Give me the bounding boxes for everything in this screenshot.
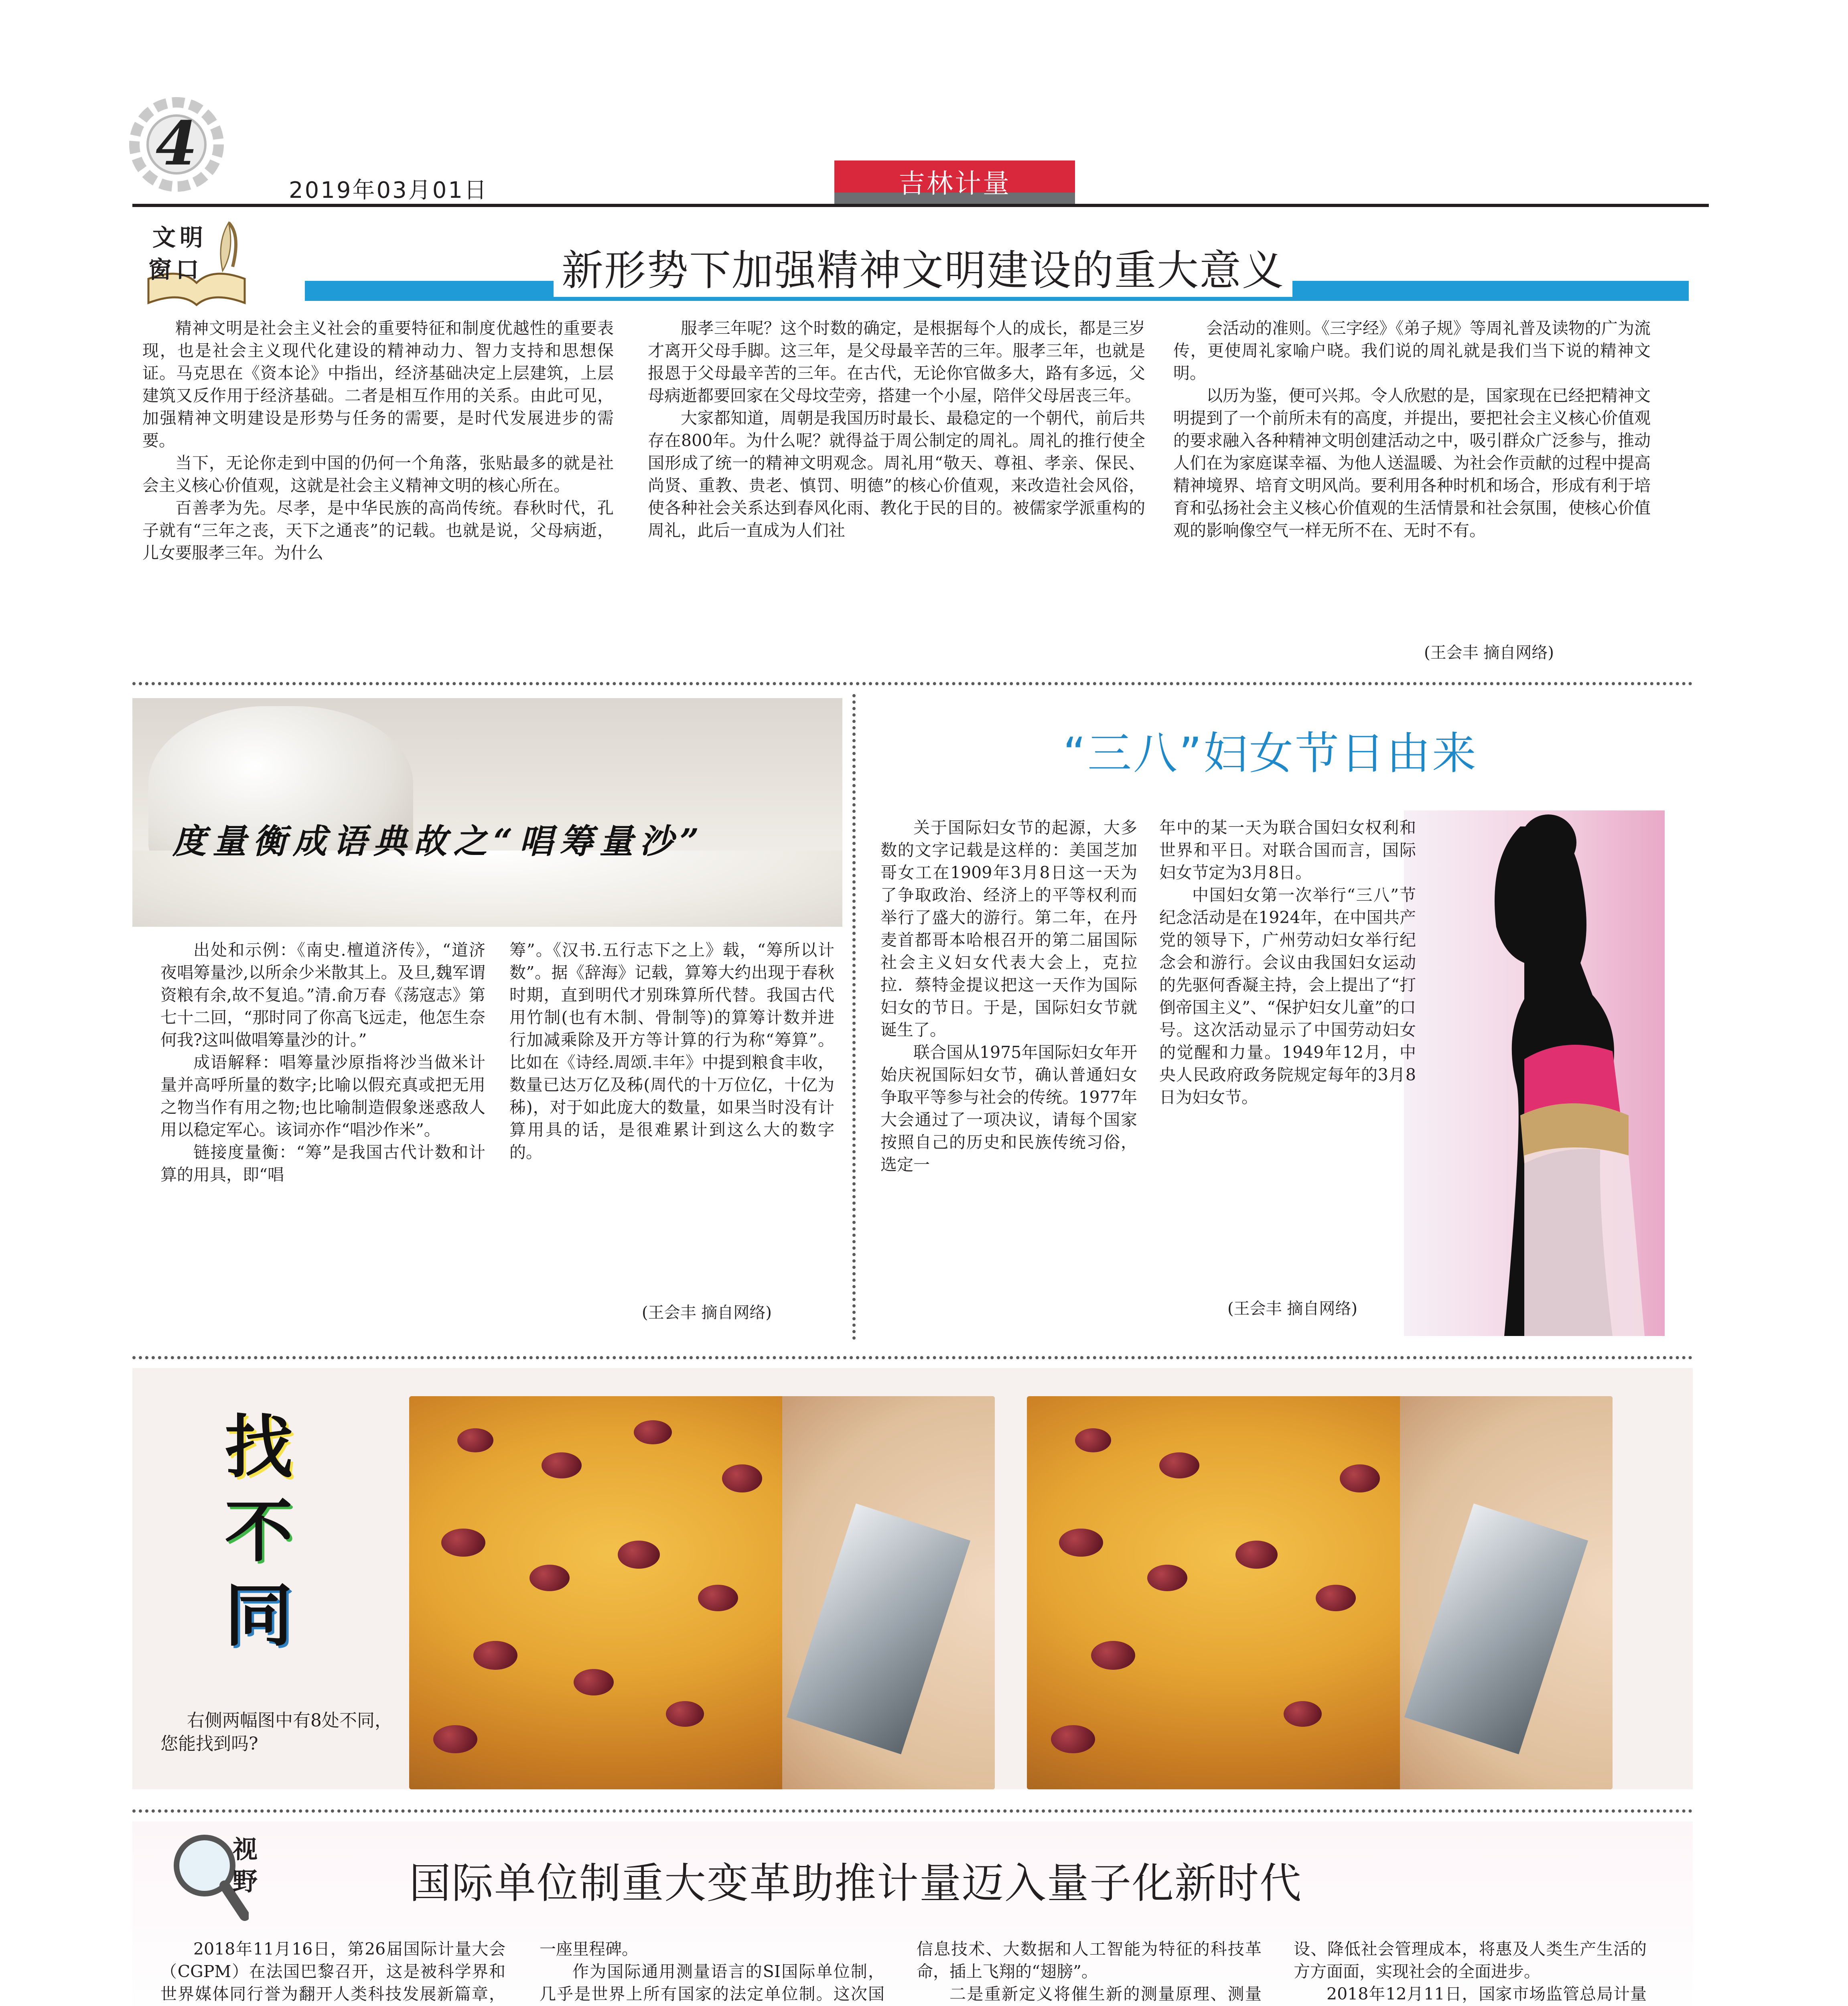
puzzle-char: 找 [225,1408,293,1487]
article2-credit: (王会丰 摘自网络) [642,1303,772,1322]
paragraph: 成语解释：唱筹量沙原指将沙当做米计量并高呼所量的数字;比喻以假充真或把无用之物当作有用之物;也比喻制造假象迷惑敌人用以稳定军心。该词亦作“唱沙作米”。 [160,1053,485,1139]
article2-col2 [509,939,834,1163]
sand-photo [132,698,842,927]
paragraph: 二是重新定义将催生新的测量原理、测量 [949,1984,1262,2004]
puzzle-title-box [225,1392,293,1657]
article1-col1 [142,317,614,564]
article3-col1 [880,816,1137,1176]
page-number-badge [128,96,225,193]
vertical-divider [852,694,856,1340]
puzzle-char: 不 [225,1492,293,1572]
column-tag-shiye [168,1829,289,1922]
paragraph: 信息技术、大数据和人工智能为特征的科技革命，插上飞翔的“翅膀”。 [917,1939,1262,1981]
paragraph: 链接度量衡：“筹”是我国古代计数和计算的用具，即“唱 [160,1143,485,1184]
article3-title: “三八”妇女节日由来 [1063,728,1478,779]
divider [132,682,1693,685]
paragraph: 2018年11月16日，第26届国际计量大会（CGPM）在法国巴黎召开，这是被科学界和世界媒体同行誉为翻开人类科技发展新篇章， [160,1939,505,2004]
puzzle-char: 同 [225,1576,293,1656]
paragraph: 百善孝为先。尽孝，是中华民族的高尚传统。春秋时代，孔子就有“三年之丧，天下之通丧”的记载。也就是说，父母病逝，儿女要服孝三年。为什么 [142,498,614,562]
tag-text-bottom: 野 [233,1867,258,1896]
puzzle-caption: 右侧两幅图中有8处不同，您能找到吗? [160,1710,392,1754]
article1-col2 [648,317,1145,542]
tag-text-top: 视 [233,1835,258,1864]
article2-title: 度量衡成语典故之“唱筹量沙” [172,821,706,861]
paragraph: 联合国从1975年国际妇女年开始庆祝国际妇女节，确认普通妇女争取平等参与社会的传统。1977年大会通过了一项决议，请每个国家按照自己的历史和民族传统习俗，选定一 [880,1043,1137,1174]
paragraph: 出处和示例：《南史.檀道济传》，“道济夜唱筹量沙,以所余少米散其上。及旦,魏军谓资粮有余,故不复追。”清.俞万春《荡寇志》第七十二回，“那时同了你高飞远走，他怎生奈何我?这叫做唱筹量沙的计。” [160,940,485,1050]
article4-col2 [540,1938,884,2006]
paragraph: 服孝三年呢？这个时数的确定，是根据每个人的成长，都是三岁才离开父母手脚。这三年，是父母最辛苦的三年。服孝三年，也就是报恩于父母最辛苦的三年。在古代，无论你官做多大，路有多远，父母病逝都要回家在父母坟茔旁，搭建一个小屋，陪伴父母居丧三年。 [648,319,1145,405]
paragraph: 大家都知道，周朝是我国历时最长、最稳定的一个朝代，前后共存在800年。为什么呢？就得益于周公制定的周礼。周礼的推行使全国形成了统一的精神文明观念。周礼用“敬天、尊祖、孝亲、保民、尚贤、重教、贵老、慎罚、明德”的核心价值观，来改造社会风俗，使各种社会关系达到春风化雨、教化于民的目的。被儒家学派重构的周礼，此后一直成为人们社 [648,408,1145,540]
tag-text-top: 文明 [152,224,207,251]
column-tag-wenming [136,219,257,311]
paragraph: 关于国际妇女节的起源，大多数的文字记载是这样的：美国芝加哥女工在1909年3月8日这一天为了争取政治、经济上的平等权利而举行了盛大的游行。第二年，在丹麦首都哥本哈根召开的第二届国际社会主义妇女代表大会上，克拉拉．蔡特金提议把这一天作为国际妇女的节日。于是，国际妇女节就诞生了。 [880,818,1137,1040]
article2-col1 [160,939,485,1186]
pizza-image-left [409,1396,995,1789]
woman-silhouette-panel [1404,810,1665,1336]
article4-col3 [917,1938,1262,2006]
paragraph: 设、降低社会管理成本，将惠及人类生产生活的方方面面，实现社会的全面进步。 [1294,1939,1647,1981]
paragraph: 年中的某一天为联合国妇女权利和世界和平日。对联合国而言，国际妇女节定为3月8日。 [1159,818,1416,882]
paragraph: 中国妇女第一次举行“三八”节纪念活动是在1924年，在中国共产党的领导下，广州劳动妇女举行纪念会和游行。会议由我国妇女运动的先驱何香凝主持，会上提出了“打倒帝国主义”、“保护妇女儿童”的口号。这次活动显示了中国劳动妇女的觉醒和力量。1949年12月，中央人民政府政务院规定每年的3月8日为妇女节。 [1159,885,1416,1107]
article1-title: 新形势下加强精神文明建设的重大意义 [554,237,1292,297]
page-number: 4 [155,108,198,179]
woman-silhouette-icon [1404,810,1665,1336]
header-rule [132,204,1709,207]
article4-title: 国际单位制重大变革助推计量迈入量子化新时代 [409,1859,1302,1908]
article3-col2 [1159,816,1416,1109]
divider [132,1356,1693,1359]
paragraph: 以历为鉴，便可兴邦。令人欣慰的是，国家现在已经把精神文明提到了一个前所未有的高度，并提出，要把社会主义核心价值观的要求融入各种精神文明创建活动之中，吸引群众广泛参与，推动人们在为家庭谋幸福、为他人送温暖、为社会作贡献的过程中提高精神境界、培育文明风尚。要利用各种时机和场合，形成有利于培育和弘扬社会主义核心价值观的生活情景和社会氛围，使核心价值观的影响像空气一样无所不在、无时不有。 [1173,386,1651,540]
pizza-image-right [1027,1396,1613,1789]
paragraph: 2018年12月11日，国家市场监管总局计量 [1327,1984,1647,2004]
issue-date: 2019年03月01日 [289,177,489,203]
paragraph: 作为国际通用测量语言的SI国际单位制，几乎是世界上所有国家的法定单位制。这次国 [540,1962,884,2004]
paragraph: 精神文明是社会主义社会的重要特征和制度优越性的重要表现，也是社会主义现代化建设的精神动力、智力支持和思想保证。马克思在《资本论》中指出，经济基础决定上层建筑，上层建筑又反作用于经济基础。二者是相互作用的关系。由此可见，加强精神文明建设是形势与任务的需要，是时代发展进步的需要。 [142,319,614,450]
paragraph: 一座里程碑。 [540,1939,638,1959]
article4-col4 [1294,1938,1647,2006]
section-name: 吉林计量 [899,168,1011,199]
divider [132,1809,1693,1813]
tag-text-bottom: 窗口 [148,256,203,283]
paragraph: 当下，无论你走到中国的仍何一个角落，张贴最多的就是社会主义核心价值观，这就是社会主义精神文明的核心所在。 [142,453,614,495]
paragraph: 会活动的准则。《三字经》《弟子规》等周礼普及读物的广为流传，更使周礼家喻户晓。我们说的周礼就是我们当下说的精神文明。 [1173,319,1651,383]
article4-col1 [160,1938,505,2006]
article1-col3 [1173,317,1651,542]
article3-credit: (王会丰 摘自网络) [1227,1299,1357,1318]
paragraph: 筹”。《汉书.五行志下之上》载，“筹所以计数”。据《辞海》记载，算筹大约出现于春秋时期，直到明代才别珠算所代替。我国古代用竹制(也有木制、骨制等)的算筹计数并进行加减乘除及开方等计算的行为称“筹算”。比如在《诗经.周颂.丰年》中提到粮食丰收，数量已达万亿及秭(周代的十万位亿，十亿为秭)，对于如此庞大的数量，如果当时没有计算用具的话，是很难累计到这么大的数字的。 [509,940,834,1162]
article1-credit: (王会丰 摘自网络) [1424,644,1554,662]
